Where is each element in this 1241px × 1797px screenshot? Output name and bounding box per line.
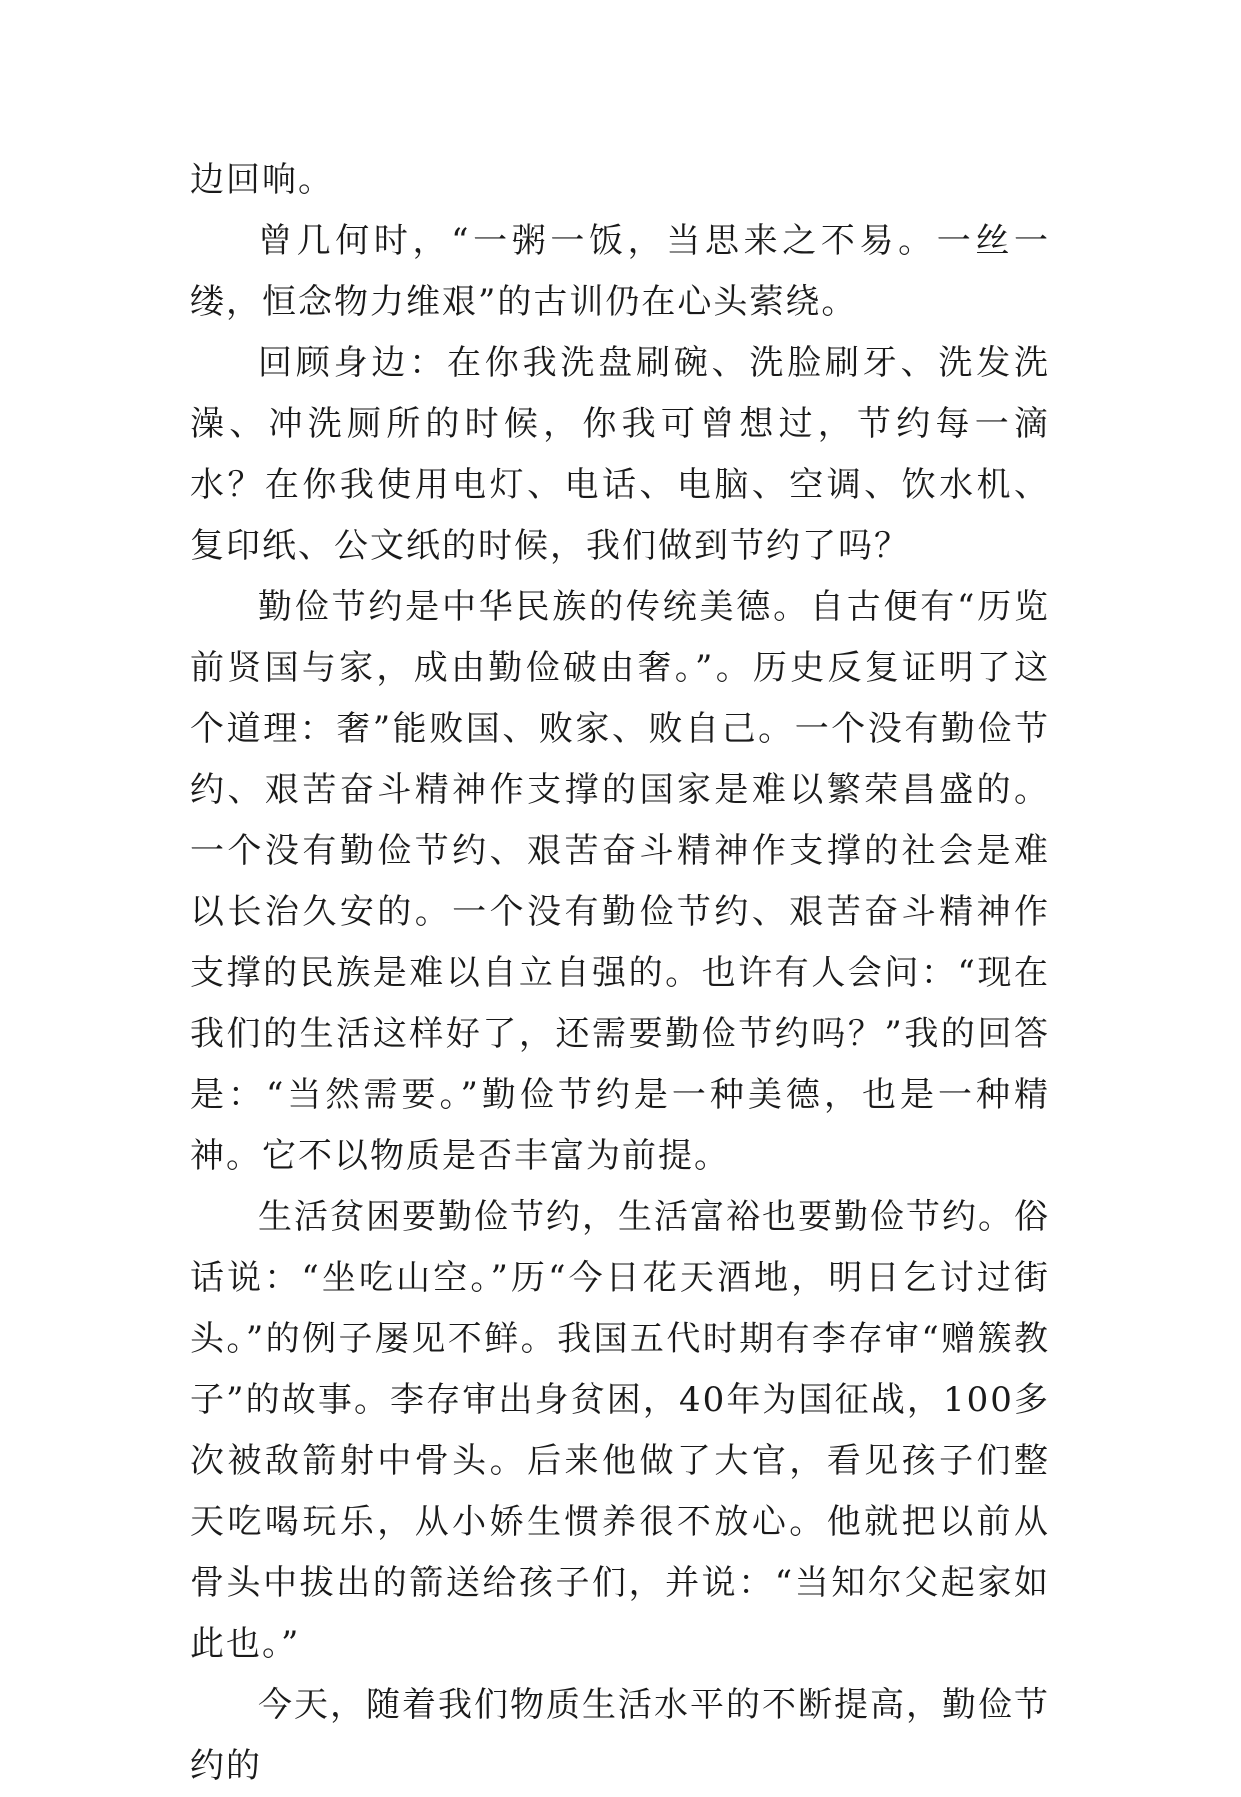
paragraph-6: 今天，随着我们物质生活水平的不断提高，勤俭节约的 (190, 1685, 1050, 1786)
paragraph-1: 边回响。 (190, 160, 334, 200)
document-body (190, 150, 1050, 1797)
paragraph-5: 生活贫困要勤俭节约，生活富裕也要勤俭节约。俗话说：“坐吃山空。”历“今日花天酒地，明日乞讨过街头。”的例子屡见不鲜。我国五代时期有李存审“赠簇教子”的故事。李存审出身贫困，40年为国征战，100多次被敌箭射中骨头。后来他做了大官，看见孩子们整天吃喝玩乐，从小娇生惯养很不放心。他就把以前从骨头中拔出的箭送给孩子们，并说：“当知尔父起家如此也。” (190, 1197, 1050, 1664)
paragraph-2: 曾几何时，“一粥一饭，当思来之不易。一丝一缕，恒念物力维艰”的古训仍在心头萦绕。 (190, 221, 1050, 322)
paragraph-3: 回顾身边：在你我洗盘刷碗、洗脸刷牙、洗发洗澡、冲洗厕所的时候，你我可曾想过，节约每一滴水？在你我使用电灯、电话、电脑、空调、饮水机、复印纸、公文纸的时候，我们做到节约了吗？ (190, 343, 1050, 566)
paragraph-4: 勤俭节约是中华民族的传统美德。自古便有“历览前贤国与家，成由勤俭破由奢。”。历史反复证明了这个道理：奢”能败国、败家、败自己。一个没有勤俭节约、艰苦奋斗精神作支撑的国家是难以繁荣昌盛的。一个没有勤俭节约、艰苦奋斗精神作支撑的社会是难以长治久安的。一个没有勤俭节约、艰苦奋斗精神作支撑的民族是难以自立自强的。也许有人会问：“现在我们的生活这样好了，还需要勤俭节约吗？”我的回答是：“当然需要。”勤俭节约是一种美德，也是一种精神。它不以物质是否丰富为前提。 (190, 587, 1050, 1176)
